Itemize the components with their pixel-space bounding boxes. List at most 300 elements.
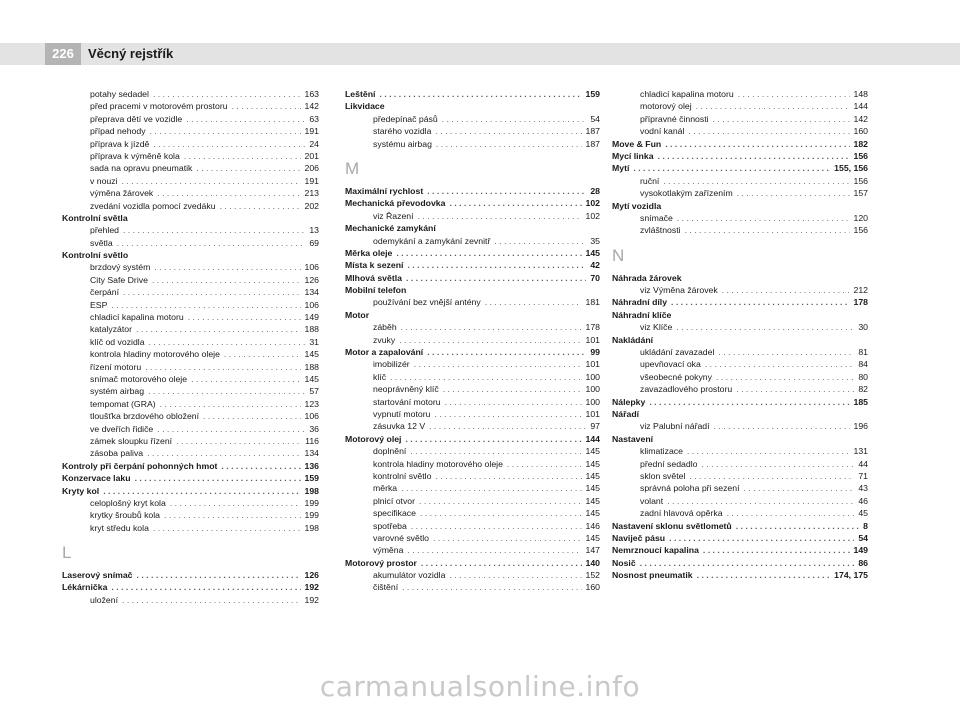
dot-leader — [123, 286, 301, 298]
entry-term: Move & Fun — [612, 138, 662, 149]
entry-page-ref: 8 — [863, 520, 868, 531]
index-heading — [612, 433, 868, 445]
entry-term: Mlhová světla — [345, 272, 402, 283]
entry-page-ref: 82 — [858, 384, 868, 395]
dot-leader — [697, 569, 831, 581]
entry-page-ref: 148 — [853, 89, 868, 99]
entry-term: akumulátor vozidla — [373, 570, 446, 581]
page-title: Věcný rejstřík — [88, 46, 174, 61]
entry-page-ref: 145 — [585, 470, 600, 481]
index-subentry — [345, 581, 600, 593]
index-subentry — [62, 175, 319, 187]
dot-leader — [150, 125, 301, 137]
index-subentry — [612, 187, 868, 199]
dot-leader — [716, 371, 854, 383]
entry-page-ref: 54 — [858, 532, 868, 543]
dot-leader — [663, 175, 849, 187]
entry-page-ref: 202 — [304, 200, 319, 211]
entry-term: zásuvka 12 V — [373, 421, 426, 432]
entry-page-ref: 97 — [590, 421, 600, 432]
dot-leader — [665, 138, 849, 150]
index-subentry — [345, 396, 600, 408]
index-subentry — [612, 175, 868, 187]
index-subentry — [345, 569, 600, 581]
entry-term: starého vozidla — [373, 126, 432, 137]
dot-leader — [123, 224, 305, 236]
dot-leader — [685, 224, 850, 236]
index-subentry — [62, 447, 319, 459]
entry-page-ref: 187 — [585, 138, 600, 149]
index-subentry — [62, 224, 319, 236]
entry-term: světla — [90, 237, 113, 248]
dot-leader — [406, 272, 586, 284]
dot-leader — [103, 485, 300, 497]
entry-term: před pracemi v motorovém prostoru — [90, 101, 228, 112]
entry-page-ref: 134 — [304, 287, 319, 298]
index-heading — [345, 284, 600, 296]
entry-term: snímač motorového oleje — [90, 373, 188, 384]
entry-page-ref: 185 — [853, 396, 868, 407]
index-subentry — [62, 398, 319, 410]
dot-leader — [419, 495, 581, 507]
entry-term: Mechanické zamykání — [345, 223, 436, 234]
entry-term: Kontrolní světlo — [62, 250, 129, 261]
index-entry — [62, 472, 319, 484]
dot-leader — [449, 569, 581, 581]
dot-leader — [443, 383, 582, 395]
entry-page-ref: 199 — [304, 497, 319, 508]
entry-term: motorový olej — [640, 101, 692, 112]
dot-leader — [410, 445, 581, 457]
entry-term: ve dveřích řidiče — [90, 423, 154, 434]
index-entry — [345, 557, 600, 569]
index-subentry — [612, 321, 868, 333]
entry-term: viz Řazení — [373, 210, 414, 221]
index-subentry — [62, 497, 319, 509]
index-entry — [612, 569, 868, 581]
index-subentry — [345, 321, 600, 333]
dot-leader — [203, 410, 300, 422]
entry-term: Nakládání — [612, 334, 654, 345]
entry-page-ref: 146 — [585, 520, 600, 531]
index-subentry — [345, 113, 600, 125]
dot-leader — [221, 460, 300, 472]
entry-term: ruční — [640, 175, 660, 186]
dot-leader — [188, 311, 301, 323]
entry-page-ref: 70 — [590, 272, 600, 283]
dot-leader — [722, 284, 850, 296]
index-subentry — [62, 410, 319, 422]
entry-term: kontrola hladiny motorového oleje — [90, 349, 220, 360]
entry-term: Měrka oleje — [345, 247, 393, 258]
entry-page-ref: 145 — [585, 458, 600, 469]
entry-term: sklon světel — [640, 470, 686, 481]
entry-term: kryt středu kola — [90, 522, 149, 533]
entry-page-ref: 163 — [304, 89, 319, 99]
entry-term: celoplošný kryt kola — [90, 497, 166, 508]
entry-term: vysokotlakým zařízením — [640, 188, 733, 199]
dot-leader — [714, 420, 850, 432]
entry-page-ref: 31 — [309, 336, 319, 347]
dot-leader — [147, 447, 300, 459]
entry-page-ref: 142 — [304, 101, 319, 112]
entry-page-ref: 131 — [853, 446, 868, 457]
dot-leader — [640, 557, 855, 569]
dot-leader — [117, 237, 306, 249]
entry-term: Motor — [345, 309, 370, 320]
index-subentry — [62, 423, 319, 435]
entry-page-ref: 198 — [304, 485, 319, 496]
index-subentry — [62, 435, 319, 447]
index-subentry — [612, 383, 868, 395]
entry-term: klíč od vozidla — [90, 336, 145, 347]
index-subentry — [612, 113, 868, 125]
entry-term: případ nehody — [90, 126, 146, 137]
dot-leader — [420, 507, 582, 519]
page-number: 226 — [45, 43, 81, 65]
dot-leader — [111, 581, 300, 593]
index-subentry — [612, 125, 868, 137]
dot-leader — [442, 113, 587, 125]
entry-page-ref: 46 — [858, 495, 868, 506]
dot-leader — [232, 100, 301, 112]
entry-page-ref: 102 — [585, 198, 600, 209]
index-entry — [345, 88, 600, 100]
entry-page-ref: 178 — [585, 322, 600, 333]
index-entry — [612, 532, 868, 544]
entry-page-ref: 149 — [304, 312, 319, 323]
entry-page-ref: 42 — [590, 260, 600, 271]
dot-leader — [152, 274, 301, 286]
entry-term: přední sedadlo — [640, 458, 698, 469]
entry-term: snímače — [640, 212, 673, 223]
entry-page-ref: 188 — [304, 324, 319, 335]
index-subentry — [345, 125, 600, 137]
entry-term: Náhradní klíče — [612, 309, 672, 320]
index-subentry — [612, 371, 868, 383]
dot-leader — [170, 497, 301, 509]
dot-leader — [418, 210, 582, 222]
index-subentry — [62, 150, 319, 162]
index-subentry — [612, 358, 868, 370]
entry-page-ref: 160 — [853, 126, 868, 137]
entry-term: Mechanická převodovka — [345, 198, 446, 209]
index-entry — [612, 162, 868, 174]
index-subentry — [612, 284, 868, 296]
dot-leader — [401, 321, 582, 333]
dot-leader — [696, 100, 850, 112]
entry-page-ref: 145 — [585, 446, 600, 457]
index-subentry — [62, 162, 319, 174]
index-subentry — [62, 113, 319, 125]
index-entry — [62, 581, 319, 593]
entry-term: viz Výměna žárovek — [640, 285, 718, 296]
entry-page-ref: 123 — [304, 398, 319, 409]
dot-leader — [433, 532, 581, 544]
dot-leader — [736, 383, 854, 395]
index-entry — [62, 569, 319, 581]
entry-term: Motorový olej — [345, 433, 402, 444]
index-subentry — [345, 408, 600, 420]
entry-term: kontrolní světlo — [373, 470, 432, 481]
entry-page-ref: 147 — [585, 545, 600, 556]
entry-page-ref: 102 — [585, 210, 600, 221]
index-subentry — [612, 495, 868, 507]
dot-leader — [667, 495, 854, 507]
entry-term: Leštění — [345, 89, 376, 99]
entry-page-ref: 149 — [853, 545, 868, 556]
dot-leader — [701, 458, 854, 470]
index-subentry — [62, 311, 319, 323]
index-entry — [612, 520, 868, 532]
entry-term: měrka — [373, 483, 398, 494]
entry-term: spotřeba — [373, 520, 407, 531]
entry-page-ref: 156 — [853, 225, 868, 236]
dot-leader — [744, 482, 855, 494]
entry-term: specifikace — [373, 508, 416, 519]
entry-term: sada na opravu pneumatik — [90, 163, 193, 174]
index-subentry — [62, 274, 319, 286]
entry-term: chladicí kapalina motoru — [90, 312, 184, 323]
entry-term: v nouzi — [90, 175, 118, 186]
entry-page-ref: 145 — [585, 483, 600, 494]
entry-term: tempomat (GRA) — [90, 398, 156, 409]
dot-leader — [414, 358, 582, 370]
dot-leader — [737, 187, 850, 199]
entry-page-ref: 206 — [304, 163, 319, 174]
dot-leader — [727, 507, 855, 519]
index-entry — [345, 272, 600, 284]
entry-page-ref: 116 — [305, 435, 319, 446]
dot-leader — [713, 113, 850, 125]
entry-page-ref: 36 — [309, 423, 319, 434]
index-subentry — [612, 224, 868, 236]
entry-term: vypnutí motoru — [373, 408, 431, 419]
index-subentry — [345, 235, 600, 247]
index-subentry — [345, 383, 600, 395]
entry-term: City Safe Drive — [90, 274, 148, 285]
entry-term: uložení — [90, 594, 119, 605]
entry-term: záběh — [373, 322, 397, 333]
entry-page-ref: 199 — [304, 510, 319, 521]
index-subentry — [345, 482, 600, 494]
entry-page-ref: 81 — [858, 347, 868, 358]
index-subentry — [345, 458, 600, 470]
index-entry — [345, 197, 600, 209]
entry-page-ref: 100 — [585, 371, 600, 382]
entry-term: Motor a zapalování — [345, 347, 424, 358]
entry-page-ref: 187 — [585, 126, 600, 137]
entry-page-ref: 44 — [858, 458, 868, 469]
entry-term: používání bez vnější antény — [373, 297, 481, 308]
dot-leader — [658, 150, 850, 162]
dot-leader — [435, 125, 581, 137]
entry-term: odemykání a zamykání zevnitř — [373, 235, 491, 246]
dot-leader — [427, 185, 586, 197]
entry-term: Nemrznoucí kapalina — [612, 545, 699, 556]
entry-term: imobilizér — [373, 359, 410, 370]
dot-leader — [429, 420, 586, 432]
entry-term: řízení motoru — [90, 361, 142, 372]
entry-term: doplnění — [373, 446, 407, 457]
entry-page-ref: 192 — [304, 582, 319, 593]
entry-page-ref: 101 — [585, 334, 600, 345]
dot-leader — [399, 334, 581, 346]
entry-page-ref: 182 — [853, 138, 868, 149]
index-subentry — [612, 458, 868, 470]
entry-page-ref: 86 — [858, 557, 868, 568]
entry-page-ref: 100 — [585, 396, 600, 407]
section-letter: N — [612, 245, 625, 265]
dot-leader — [396, 247, 581, 259]
section-letter: M — [345, 158, 360, 178]
index-heading — [612, 272, 868, 284]
entry-term: zásoba paliva — [90, 448, 144, 459]
entry-term: výměna žárovek — [90, 188, 154, 199]
index-subentry — [612, 482, 868, 494]
entry-term: brzdový systém — [90, 262, 151, 273]
entry-page-ref: 145 — [585, 247, 600, 258]
dot-leader — [390, 371, 581, 383]
dot-leader — [407, 259, 586, 271]
entry-page-ref: 156 — [853, 150, 868, 161]
index-entry — [62, 460, 319, 472]
index-subentry — [62, 138, 319, 150]
index-entry — [612, 296, 868, 308]
index-heading — [345, 309, 600, 321]
entry-term: ESP — [90, 299, 108, 310]
dot-leader — [689, 470, 854, 482]
entry-page-ref: 99 — [590, 347, 600, 358]
entry-term: startování motoru — [373, 396, 441, 407]
dot-leader — [157, 423, 305, 435]
dot-leader — [435, 470, 581, 482]
index-entry — [612, 544, 868, 556]
entry-page-ref: 181 — [585, 297, 600, 308]
entry-page-ref: 142 — [853, 113, 868, 124]
index-subentry — [612, 470, 868, 482]
dot-leader — [157, 187, 300, 199]
dot-leader — [153, 138, 305, 150]
entry-page-ref: 136 — [304, 460, 319, 471]
index-subentry — [612, 346, 868, 358]
dot-leader — [379, 88, 581, 100]
dot-leader — [705, 358, 854, 370]
entry-term: Mytí vozidla — [612, 200, 662, 211]
entry-term: klimatizace — [640, 446, 683, 457]
dot-leader — [445, 396, 582, 408]
entry-page-ref: 101 — [585, 359, 600, 370]
entry-term: ukládání zavazadel — [640, 347, 715, 358]
entry-term: Likvidace — [345, 101, 385, 112]
entry-term: Motorový prostor — [345, 557, 417, 568]
index-heading — [612, 334, 868, 346]
entry-page-ref: 144 — [853, 101, 868, 112]
entry-term: Kontrolní světla — [62, 212, 128, 223]
index-heading — [345, 222, 600, 234]
entry-term: upevňovací oka — [640, 359, 701, 370]
index-subentry — [62, 187, 319, 199]
entry-page-ref: 192 — [304, 594, 319, 605]
entry-page-ref: 84 — [858, 359, 868, 370]
index-subentry — [62, 200, 319, 212]
index-subentry — [612, 100, 868, 112]
entry-term: volant — [640, 495, 664, 506]
index-column-3 — [612, 88, 868, 581]
section-letter: L — [62, 543, 72, 563]
dot-leader — [136, 323, 300, 335]
entry-term: čištění — [373, 582, 399, 593]
entry-page-ref: 160 — [585, 582, 600, 593]
entry-page-ref: 188 — [304, 361, 319, 372]
dot-leader — [191, 373, 300, 385]
entry-term: přehled — [90, 225, 119, 236]
entry-page-ref: 57 — [309, 386, 319, 397]
dot-leader — [224, 348, 301, 360]
entry-page-ref: 134 — [304, 448, 319, 459]
dot-leader — [427, 346, 586, 358]
entry-page-ref: 101 — [585, 408, 600, 419]
entry-term: Konzervace laku — [62, 473, 131, 484]
index-subentry — [345, 532, 600, 544]
index-entry — [612, 557, 868, 569]
entry-page-ref: 198 — [304, 522, 319, 533]
entry-page-ref: 106 — [304, 262, 319, 273]
index-entry — [62, 485, 319, 497]
entry-page-ref: 174, 175 — [834, 570, 868, 581]
entry-term: Laserový snímač — [62, 570, 133, 581]
index-heading — [612, 200, 868, 212]
entry-term: zavazadlového prostoru — [640, 384, 733, 395]
watermark: carmanualsonline.info — [319, 670, 641, 703]
index-subentry — [612, 507, 868, 519]
entry-page-ref: 126 — [304, 274, 319, 285]
entry-page-ref: 155, 156 — [834, 163, 868, 174]
index-subentry — [62, 348, 319, 360]
index-subentry — [612, 445, 868, 457]
dot-leader — [164, 509, 300, 521]
entry-term: Nastavení — [612, 433, 654, 444]
entry-term: předepínač pásů — [373, 113, 438, 124]
entry-term: chladicí kapalina motoru — [640, 89, 734, 99]
entry-term: Mytí — [612, 163, 630, 174]
entry-term: Nálepky — [612, 396, 646, 407]
index-heading — [612, 408, 868, 420]
dot-leader — [154, 261, 300, 273]
index-subentry — [612, 88, 868, 100]
index-subentry — [345, 470, 600, 482]
entry-term: Nářadí — [612, 408, 640, 419]
dot-leader — [145, 361, 300, 373]
entry-page-ref: 157 — [853, 188, 868, 199]
index-heading — [345, 100, 600, 112]
entry-page-ref: 54 — [590, 113, 600, 124]
entry-term: Lékárnička — [62, 582, 108, 593]
entry-term: Maximální rychlost — [345, 185, 424, 196]
index-entry — [345, 259, 600, 271]
entry-term: katalyzátor — [90, 324, 133, 335]
index-heading — [62, 212, 319, 224]
entry-term: zadní hlavová opěrka — [640, 508, 723, 519]
index-subentry — [345, 210, 600, 222]
dot-leader — [736, 520, 859, 532]
entry-term: vodní kanál — [640, 126, 685, 137]
dot-leader — [184, 150, 301, 162]
index-subentry — [345, 520, 600, 532]
dot-leader — [148, 385, 305, 397]
entry-term: potahy sedadel — [90, 89, 149, 99]
entry-term: příprava k výměně kola — [90, 150, 180, 161]
